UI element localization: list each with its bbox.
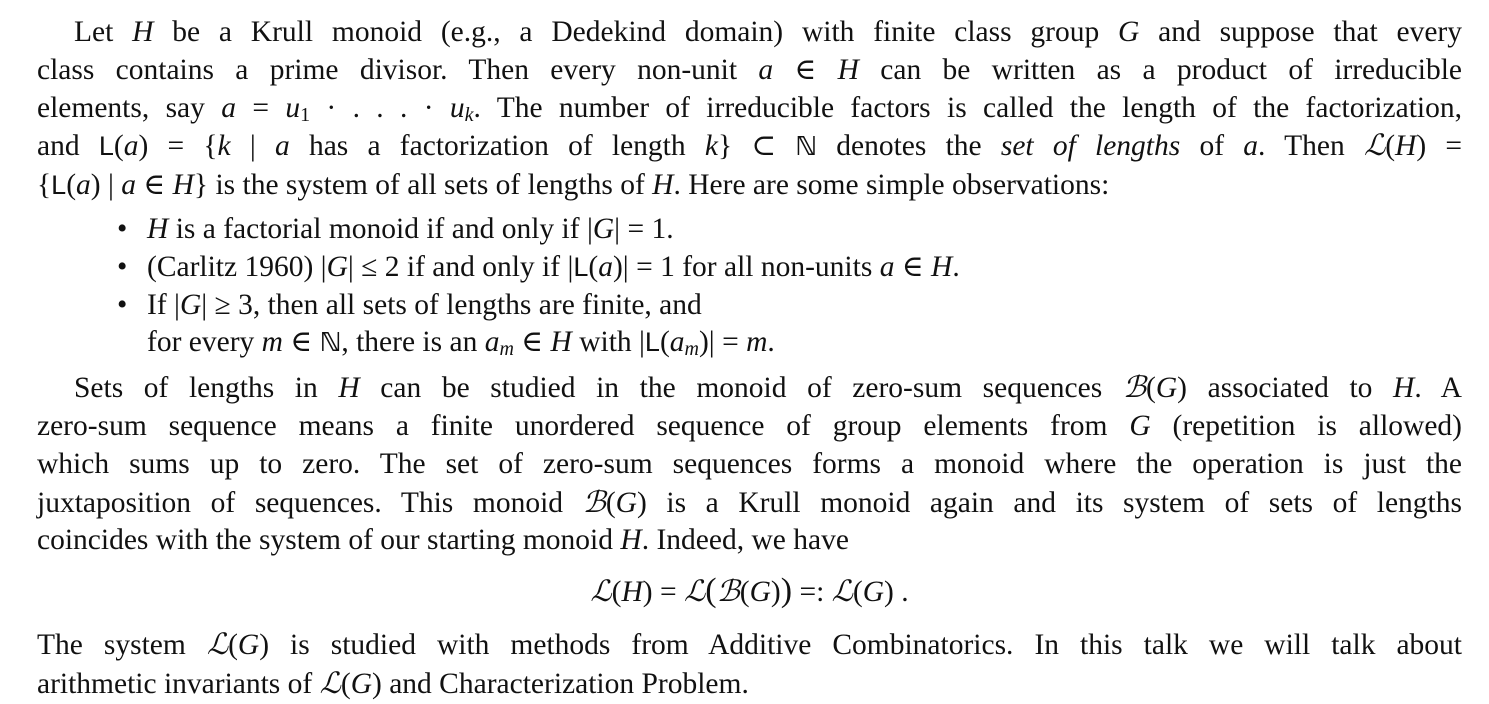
paragraph-intro-line-1: Let H be a Krull monoid (e.g., a Dedekind domain) with finite class group G and suppose that every bbox=[74, 16, 1462, 48]
paragraph-zero-sum-line-2: zero-sum sequence means a finite unordered sequence of group elements from G (repetition is allowed) bbox=[37, 409, 1462, 442]
paragraph-intro-line-2: class contains a prime divisor. Then every non-unit a ∈ H can be written as a product of irreducible bbox=[37, 53, 1462, 86]
paragraph-conclusion bbox=[37, 626, 1462, 704]
paragraph-zero-sum-line-1: Sets of lengths in H can be studied in the monoid of zero-sum sequences ℬ(G) associated to H. A bbox=[74, 370, 1462, 405]
observation-item-3: • If |G| ≥ 3, then all sets of lengths are finite, and for every m ∈ ℕ, there is an $a_m$ ∈ H with $|L(a_m)| = m$. bbox=[111, 287, 1462, 364]
display-equation: ℒ(H) = ℒ(ℬ(G)) =: ℒ(G) . bbox=[590, 572, 909, 610]
bullet-icon: • bbox=[117, 288, 128, 321]
observation-item-1: • H is a factorial monoid if and only if |G| = 1. bbox=[111, 211, 1462, 249]
paragraph-intro bbox=[37, 14, 1462, 205]
observation-item-3-continuation: for every m ∈ ℕ, there is an $a_m$ ∈ H with $|L(a_m)| = m$. bbox=[147, 326, 775, 361]
paragraph-zero-sum-line-3: which sums up to zero. The set of zero-sum sequences forms a monoid where the operation is just the bbox=[37, 447, 1462, 480]
paragraph-conclusion-line-1: The system ℒ(G) is studied with methods from Additive Combinatorics. In this talk we will talk about bbox=[37, 626, 1462, 661]
paragraph-zero-sum-line-5: coincides with the system of our starting monoid H. Indeed, we have bbox=[37, 524, 849, 557]
observation-item-2: • (Carlitz 1960) |G| ≤ 2 if and only if |L(a)| = 1 for all non-units a ∈ H. bbox=[111, 249, 1462, 287]
paragraph-conclusion-line-2: arithmetic invariants of ℒ(G) and Characterization Problem. bbox=[37, 665, 749, 700]
observations-list bbox=[37, 211, 1462, 363]
paragraph-zero-sum bbox=[37, 369, 1462, 560]
paragraph-intro-line-3: elements, say $a = u_1$ · . . . · $u_k$. The number of irreducible factors is called the length of the factorization, bbox=[37, 91, 1462, 126]
paragraph-intro-line-5: {L(a) | a ∈ H} is the system of all sets of lengths of H. Here are some simple observations: bbox=[37, 169, 1110, 202]
bullet-icon: • bbox=[117, 212, 128, 245]
bullet-icon: • bbox=[117, 250, 128, 283]
paragraph-zero-sum-line-4: juxtaposition of sequences. This monoid ℬ(G) is a Krull monoid again and its system of sets of lengths bbox=[37, 484, 1462, 519]
paragraph-intro-line-4: and L(a) = {k | a has a factorization of length k} ⊂ ℕ denotes the set of lengths of a. Then ℒ(H) = bbox=[37, 128, 1463, 163]
